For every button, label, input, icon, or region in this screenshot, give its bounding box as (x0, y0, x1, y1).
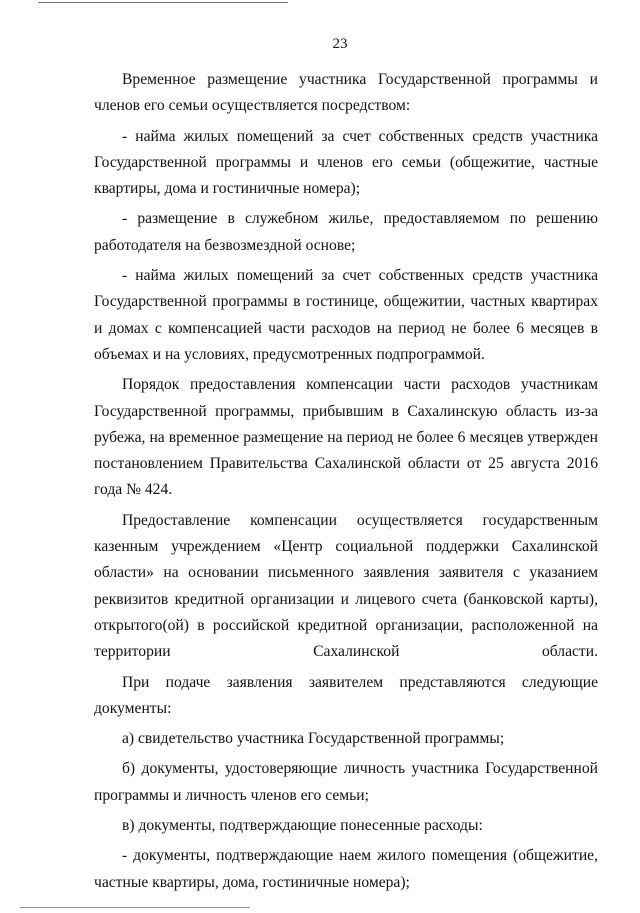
paragraph-item-a: а) свидетельство участника Государственной программы; (122, 730, 505, 748)
page-number: 23 (332, 36, 348, 52)
paragraph-item-b: б) документы, удостоверяющие личность участника Государственной программы и личность членов его семьи; (94, 760, 598, 804)
paragraph-item-v: в) документы, подтверждающие понесенные расходы: (122, 817, 483, 835)
paragraph-compensation-procedure: Порядок предоставления компенсации части расходов участникам Государственной программы, прибывшим в Сахалинскую область из-за рубежа, на временное размещение на период не более 6 месяцев утвержден постановлением Правительства Сахалинской области от 25 августа 2016 года № 424. (94, 376, 598, 499)
paragraph-rent-own-funds: - найма жилых помещений за счет собственных средств участника Государственной программы и членов его семьи (общежитие, частные квартиры, дома и гостиничные номера); (94, 127, 598, 198)
scan-artifact-top (38, 2, 288, 3)
paragraph-service-housing: - размещение в служебном жилье, предоставляемом по решению работодателя на безвозмездной основе; (94, 210, 598, 254)
paragraph-rent-documents: - документы, подтверждающие наем жилого помещения (общежитие, частные квартиры, дома, гостиничные номера); (94, 847, 598, 891)
paragraph-rent-with-compensation: - найма жилых помещений за счет собственных средств участника Государственной программы в гостинице, общежитии, частных квартирах и домах с компенсацией части расходов на период не более 6 месяцев в объемах и на условиях, предусмотренных подпрограммой. (94, 267, 598, 363)
paragraph-compensation-provider: Предоставление компенсации осуществляется государственным казенным учреждением «Центр социальной поддержки Сахалинской области» на основании письменного заявления заявителя с указанием реквизитов кредитной организации и лицевого счета (банковской карты), открытого(ой) в российской кредитной организации, расположенной на территории Сахалинской области. (94, 511, 598, 661)
document-body (94, 67, 598, 900)
scan-artifact-bottom (20, 907, 250, 908)
paragraph-temporary-placement: Временное размещение участника Государственной программы и членов его семьи осуществляется посредством: (94, 71, 598, 115)
paragraph-documents-intro: При подаче заявления заявителем представляются следующие документы: (94, 673, 598, 717)
